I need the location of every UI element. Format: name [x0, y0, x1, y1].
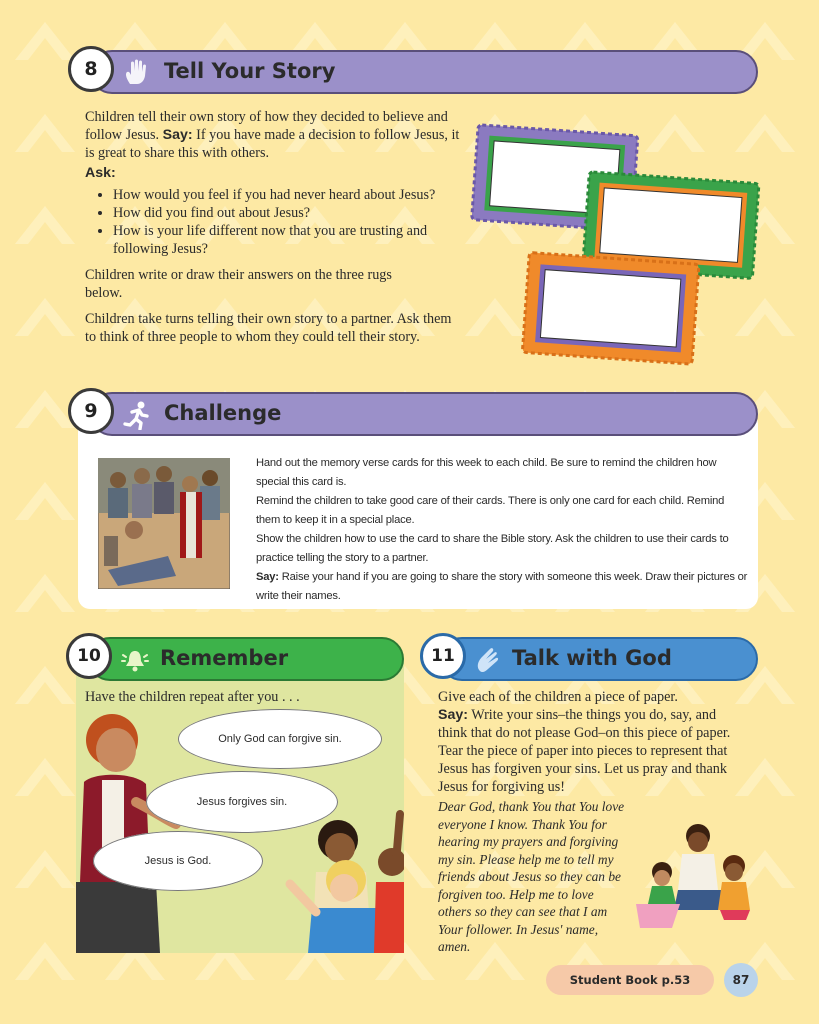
section-9-title: Challenge — [164, 401, 282, 425]
section-9-body — [256, 454, 748, 606]
section-9-p4: Say: Raise your hand if you are going to share the story with someone this week. Draw their pictures or write their names. — [256, 571, 748, 602]
section-11-body — [438, 688, 748, 804]
section-9-p1: Hand out the memory verse cards for this week to each child. Be sure to remind the children how special this card is. — [256, 457, 717, 488]
section-11-number: 11 — [420, 633, 466, 679]
section-8-intro: Children tell their own story of how they decided to believe and follow Jesus. Say: If you have made a decision to follow Jesus, it is great to share this with others. — [85, 109, 460, 161]
bell-icon — [120, 647, 150, 673]
student-book-reference: Student Book p.53 — [546, 965, 714, 995]
praying-hands-icon — [472, 645, 502, 675]
ask-label: Ask: — [85, 165, 116, 181]
section-11-title: Talk with God — [512, 646, 672, 670]
section-9-p3: Show the children how to use the card to share the Bible story. Ask the children to use their cards to practice telling the story to a partner. — [256, 533, 729, 564]
section-11-header — [440, 637, 758, 681]
section-8-header — [90, 50, 758, 94]
section-10-number: 10 — [66, 633, 112, 679]
section-9-header — [90, 392, 758, 436]
question-item: • How did you find out about Jesus? — [113, 204, 463, 222]
speech-bubble-2: Jesus forgives sin. — [146, 771, 338, 833]
section-10-instruction: Have the children repeat after you . . . — [85, 689, 300, 705]
speech-bubble-1: Only God can forgive sin. — [178, 709, 382, 769]
section-9-number: 9 — [68, 388, 114, 434]
section-8-body — [85, 108, 463, 354]
section-8-title: Tell Your Story — [164, 59, 336, 83]
running-person-icon — [122, 400, 152, 430]
speech-bubble-3: Jesus is God. — [93, 831, 263, 891]
question-list — [85, 186, 463, 258]
section-8-number: 8 — [68, 46, 114, 92]
rugs-illustration — [466, 118, 766, 373]
section-9-p2: Remind the children to take good care of their cards. There is only one card for each child. Remind them to keep it in a special place. — [256, 495, 725, 526]
section-11-intro: Give each of the children a piece of paper. — [438, 689, 678, 705]
hand-icon — [122, 58, 150, 86]
bible-story-picture — [98, 458, 230, 589]
section-8-para2: Children write or draw their answers on the three rugs below. — [85, 267, 392, 301]
question-item: • How would you feel if you had never heard about Jesus? — [113, 186, 463, 204]
section-11-say: Say: Write your sins–the things you do, say, and think that do not please God–on this piece of paper. Tear the piece of paper into pieces to represent that Jesus has forgiven your sins. Let us pray and thank Jesus for forgiving us! — [438, 707, 731, 795]
praying-children-illustration — [632, 820, 758, 938]
prayer-text: Dear God, thank You that You love everyone I know. Thank You for hearing my prayers and forgiving my sin. Please help me to tell my friends about Jesus so they can be forgiven too. Help me to love others so they can see that I am Your follower. In Jesus' name, amen. — [438, 799, 625, 954]
rug-orange — [522, 253, 699, 365]
section-8-para3: Children take turns telling their own story to a partner. Ask them to think of three people to whom they could tell their story. — [85, 311, 452, 345]
section-10-header — [88, 637, 404, 681]
question-item: • How is your life different now that you are trusting and following Jesus? — [113, 222, 463, 258]
page-number: 87 — [724, 963, 758, 997]
section-10-title: Remember — [160, 646, 289, 670]
